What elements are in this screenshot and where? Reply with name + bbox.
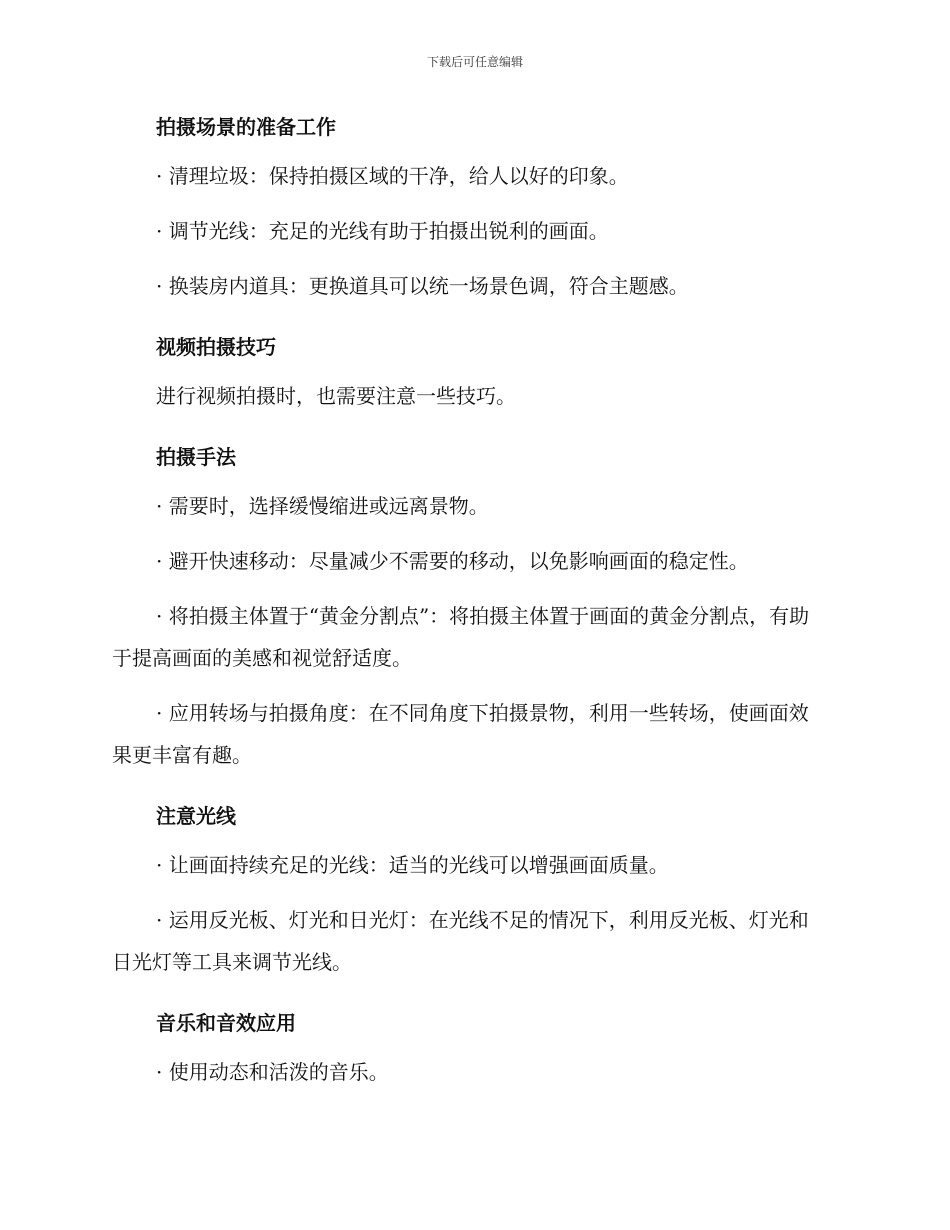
bullet-paragraph: · 使用动态和活泼的音乐。 (156, 1060, 389, 1084)
bullet-paragraph: · 应用转场与拍摄角度：在不同角度下拍摄景物，利用一些转场，使画面效果更丰富有趣。 (112, 701, 809, 767)
section-heading: 注意光线 (156, 804, 236, 828)
section-heading: 音乐和音效应用 (156, 1011, 296, 1035)
section-heading: 视频拍摄技巧 (156, 335, 276, 359)
bullet-paragraph: · 让画面持续充足的光线：适当的光线可以增强画面质量。 (156, 853, 669, 877)
document-body (112, 100, 824, 1106)
bullet-paragraph: · 运用反光板、灯光和日光灯：在光线不足的情况下，利用反光板、灯光和日光灯等工具来调节光线。 (112, 908, 809, 974)
bullet-paragraph: · 清理垃圾：保持拍摄区域的干净，给人以好的印象。 (156, 164, 629, 188)
bullet-paragraph: · 将拍摄主体置于“黄金分割点”：将拍摄主体置于画面的黄金分割点，有助于提高画面的美感和视觉舒适度。 (112, 604, 810, 670)
page-header: 下载后可任意编辑 (426, 55, 523, 69)
body-paragraph: 进行视频拍摄时，也需要注意一些技巧。 (156, 384, 516, 408)
bullet-paragraph: · 需要时，选择缓慢缩进或远离景物。 (156, 494, 489, 518)
bullet-paragraph: · 调节光线：充足的光线有助于拍摄出锐利的画面。 (156, 219, 609, 243)
bullet-paragraph: · 换装房内道具：更换道具可以统一场景色调，符合主题感。 (156, 274, 689, 298)
section-heading: 拍摄手法 (156, 445, 236, 469)
bullet-paragraph: · 避开快速移动：尽量减少不需要的移动，以免影响画面的稳定性。 (156, 549, 749, 573)
section-heading: 拍摄场景的准备工作 (156, 115, 336, 139)
